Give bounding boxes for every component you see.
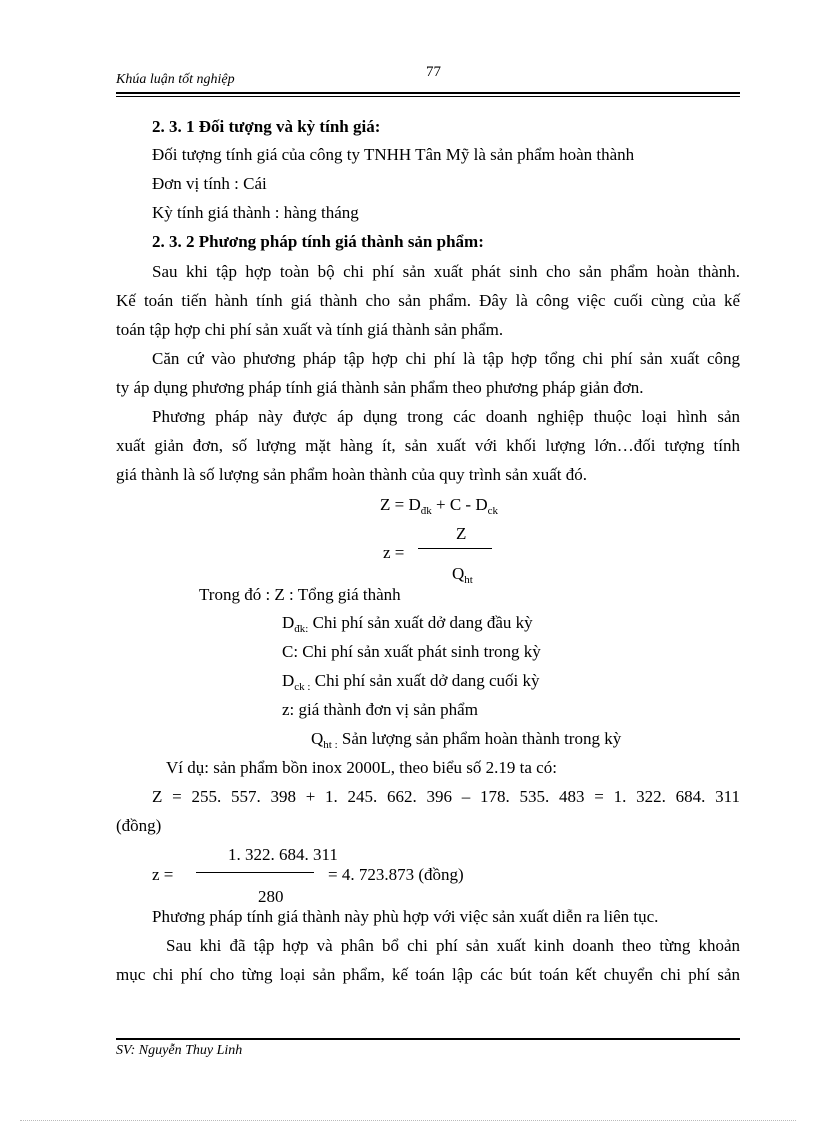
- section-heading-2: 2. 3. 2 Phương pháp tính giá thành sản phẩm:: [152, 232, 484, 251]
- main-formula: $Z = D_{đk} + C - D_{ck}$: [380, 495, 499, 517]
- legend-item-qht: $Q_{ht :}$ Sản lượng sản phẩm hoàn thành trong kỳ: [311, 729, 622, 751]
- fraction-numerator: Z: [456, 524, 467, 543]
- example-z-label: z =: [152, 865, 174, 884]
- body-line: Đối tượng tính giá của công ty TNHH Tân Mỹ là sản phẩm hoàn thành: [152, 145, 635, 164]
- body-line: Kỳ tính giá thành : hàng tháng: [152, 203, 359, 222]
- example-fraction-bar: [196, 872, 314, 873]
- paragraph-line: giá thành là số lượng sản phẩm hoàn thành của quy trình sản xuất đó.: [116, 465, 587, 484]
- header-rule-thin: [116, 96, 740, 97]
- paragraph-line: xuất giản đơn, số lượng mặt hàng ít, sản xuất với khối lượng lớn…đối tượng tính: [116, 436, 740, 455]
- paragraph-line: Sau khi đã tập hợp và phân bổ chi phí sản xuất kinh doanh theo từng khoản: [166, 936, 740, 955]
- footer-rule: [116, 1038, 740, 1040]
- paragraph-line: Sau khi tập hợp toàn bộ chi phí sản xuất phát sinh cho sản phẩm hoàn thành.: [152, 262, 740, 281]
- example-result: = 4. 723.873 (đồng): [328, 865, 464, 884]
- fraction-label: z =: [383, 543, 405, 562]
- body-line: Đơn vị tính : Cái: [152, 174, 267, 193]
- legend-item-dck: $D_{ck :}$ Chi phí sản xuất dở dang cuối kỳ: [282, 671, 540, 693]
- header-rule-thick: [116, 92, 740, 94]
- paragraph-line: toán tập hợp chi phí sản xuất và tính giá thành sản phẩm.: [116, 320, 504, 339]
- paragraph-line: Căn cứ vào phương pháp tập hợp chi phí là tập hợp tổng chi phí sản xuất công: [152, 349, 740, 368]
- page-number: 77: [426, 64, 441, 80]
- paragraph-line: Phương pháp này được áp dụng trong các doanh nghiệp thuộc loại hình sản: [152, 407, 740, 426]
- fraction-denominator: $Q_{ht}$: [452, 564, 473, 586]
- footer-author: SV: Nguyễn Thuy Linh: [116, 1043, 243, 1058]
- paragraph-line: Kế toán tiến hành tính giá thành cho sản phẩm. Đây là công việc cuối cùng của kế: [116, 291, 740, 310]
- header-title: Khúa luận tốt nghiệp: [116, 72, 235, 87]
- paragraph-line: ty áp dụng phương pháp tính giá thành sản phẩm theo phương pháp giản đơn.: [116, 378, 644, 397]
- example-intro: Ví dụ: sản phẩm bồn inox 2000L, theo biểu số 2.19 ta có:: [166, 758, 557, 777]
- example-unit: (đồng): [116, 816, 162, 835]
- example-equation: Z = 255. 557. 398 + 1. 245. 662. 396 – 178. 535. 483 = 1. 322. 684. 311: [152, 787, 740, 806]
- legend-item-c: C: Chi phí sản xuất phát sinh trong kỳ: [282, 642, 541, 661]
- legend-item-z: z: giá thành đơn vị sản phẩm: [282, 700, 478, 719]
- legend-intro: Trong đó : Z : Tổng giá thành: [199, 585, 401, 604]
- example-denominator: 280: [258, 887, 284, 906]
- legend-item-ddk: $D_{đk:}$ Chi phí sản xuất dở dang đầu kỳ: [282, 613, 533, 635]
- page-bottom-border: [20, 1120, 796, 1121]
- example-numerator: 1. 322. 684. 311: [228, 845, 338, 864]
- section-heading-1: 2. 3. 1 Đối tượng và kỳ tính giá:: [152, 117, 381, 136]
- closing-line: Phương pháp tính giá thành này phù hợp với việc sản xuất diễn ra liên tục.: [152, 907, 659, 926]
- paragraph-line: mục chi phí cho từng loại sản phẩm, kế toán lập các bút toán kết chuyển chi phí sản: [116, 965, 740, 984]
- fraction-bar: [418, 548, 492, 549]
